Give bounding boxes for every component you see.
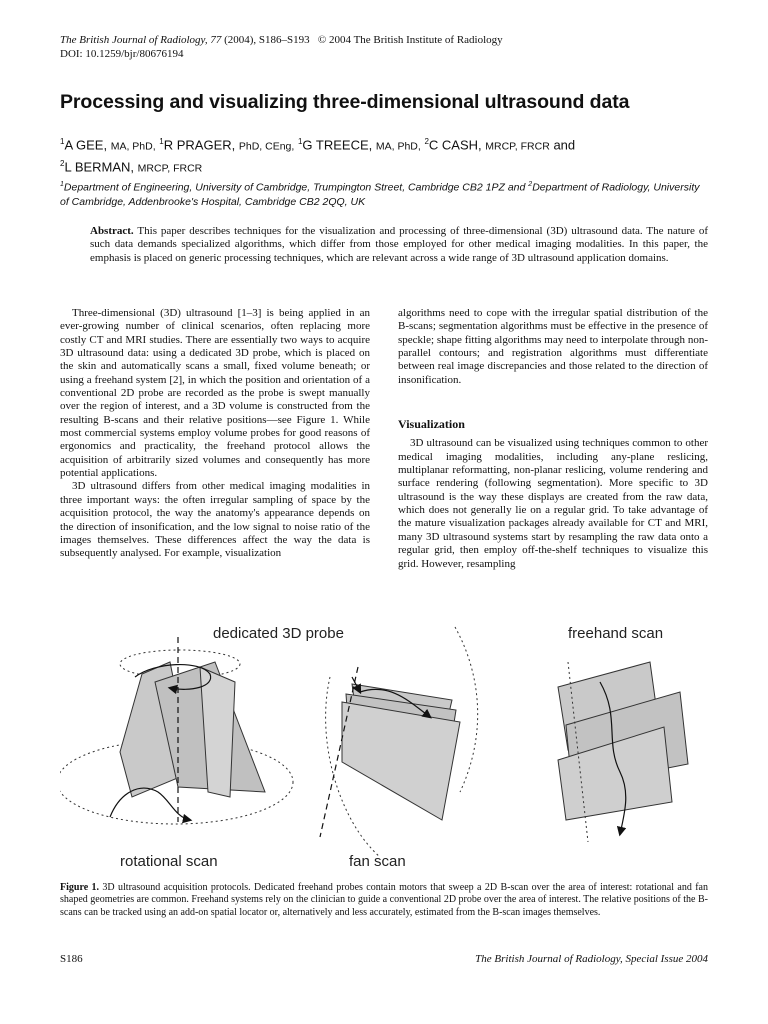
author-name: R PRAGER, xyxy=(163,137,236,153)
affiliation-sup: 2 xyxy=(528,181,533,188)
author-credentials: MRCP, FRCR xyxy=(485,140,550,153)
author-credentials: MA, PhD, xyxy=(375,140,421,153)
body-paragraph: 3D ultrasound can be visualized using techniques common to other medical imaging modalities, including any-plane reslicing, multiplanar reformatting, non-planar reslicing, volume rendering and surface rendering (following segmentation). More specific to 3D ultrasound is the way these displays are created from the raw data, which does not generally lie on a regular grid. To take advantage of the mature visualization packages already available for CT and MRI, many 3D ultrasound systems start by resampling the raw data onto a regular grid, then employ off-the-shelf techniques to visualize this grid. However, resampling xyxy=(398,437,708,570)
author-sup: 2 xyxy=(60,159,65,169)
paper-title: Processing and visualizing three-dimensional ultrasound data xyxy=(60,91,630,113)
figure-caption xyxy=(60,882,708,919)
affiliation-sup: 1 xyxy=(60,181,64,188)
rotational-scan-drawing xyxy=(60,637,293,824)
body-paragraph: 3D ultrasound differs from other medical imaging modalities in three important ways: the often irregular sampling of space by the acquisition protocol, the way the anatomy's appearance depends on the direction of insonification, and the low signal to noise ratio of the images themselves. These differences affect the way the data is subsequently analysed. For example, visualization xyxy=(60,480,370,560)
author-sup: 1 xyxy=(159,137,164,146)
abstract xyxy=(90,225,708,265)
copyright: © 2004 The British Institute of Radiology xyxy=(317,34,503,46)
journal-name: The British Journal of Radiology xyxy=(60,34,205,46)
label-fan-scan: fan scan xyxy=(349,853,406,870)
right-column xyxy=(398,307,708,571)
doi: DOI: 10.1259/bjr/80676194 xyxy=(60,48,184,60)
acquisition-diagram xyxy=(60,622,708,877)
journal-year-pages: (2004), S186–S193 xyxy=(224,34,310,46)
body-paragraph: Three-dimensional (3D) ultrasound [1–3] is being applied in an ever-growing number of clinical scenarios, often replacing more costly CT and MRI studies. There are essentially two ways to acquire 3D ultrasound data: using a dedicated 3D probe, which is placed on the skin and automatically scans a small, fixed volume beneath; or using a freehand system [2], in which the position and orientation of a conventional 2D probe are recorded as the probe is swept manually over the region of interest, and a 3D volume is constructed from the resulting B-scans and their relative positions—see Figure 1. While most commercial systems employ volume probes for good reasons of ergonomics and practicality, the freehand protocol allows the acquisition of arbitrarily sized volumes and consequently has more potential applications. xyxy=(60,307,370,480)
author-sup: 1 xyxy=(297,137,303,146)
author-name: G TREECE, xyxy=(302,137,373,153)
affiliation-radiology: Department of Radiology, University of Cambridge, Addenbrooke's Hospital, Cambridge CB2 2QQ, UK xyxy=(60,181,700,208)
author-list xyxy=(60,133,710,178)
fan-scan-drawing xyxy=(320,627,478,857)
caption-text: 3D ultrasound acquisition protocols. Dedicated freehand probes contain motors that sweep a 2D B-scan over the area of interest: rotational and fan shaped geometries are common. Freehand systems rely on the clinician to guide a conventional 2D probe over the area of interest. The relative positions of the B-scans can be tracked using an add-on spatial locator or, alternatively and less accurately, estimated from the B-scan images themselves. xyxy=(60,882,708,918)
author-name: A GEE, xyxy=(64,137,108,153)
caption-label: Figure 1. xyxy=(60,882,100,893)
abstract-label: Abstract. xyxy=(90,225,134,237)
journal-volume: 77 xyxy=(210,34,222,46)
label-rotational-scan: rotational scan xyxy=(120,853,218,870)
abstract-text: This paper describes techniques for the visualization and processing of three-dimensional (3D) ultrasound data. The nature of such data demands specialized algorithms, which differ from those employed for other medical imaging modalities. In this paper, the emphasis is placed on generic processing techniques, which are relevant across a wide range of 3D ultrasound application domains. xyxy=(90,225,708,264)
figure-1 xyxy=(60,622,708,877)
author-sup: 1 xyxy=(60,137,65,146)
footer-journal: The British Journal of Radiology, Special Issue 2004 xyxy=(475,953,708,965)
author-name: C CASH, xyxy=(428,137,482,153)
label-dedicated-probe: dedicated 3D probe xyxy=(213,625,344,642)
author-credentials: PhD, CEng, xyxy=(238,140,295,153)
author-name: L BERMAN, xyxy=(64,159,135,175)
author-credentials: MRCP, FRCR xyxy=(137,162,203,175)
author-credentials: MA, PhD, xyxy=(110,140,156,153)
author-sup: 2 xyxy=(424,137,429,146)
freehand-scan-drawing xyxy=(558,662,688,842)
left-column xyxy=(60,307,370,561)
page-number: S186 xyxy=(60,953,83,965)
section-heading: Visualization xyxy=(398,417,465,432)
body-paragraph: algorithms need to cope with the irregular spatial distribution of the B-scans; segmentation algorithms must be effective in the presence of speckle; shape fitting algorithms may need to interpolate through non-parallel contours; and registration algorithms must differentiate between real image discrepancies and those related to the direction of insonification. xyxy=(398,307,708,386)
affiliation xyxy=(60,178,710,209)
author-conjunction: and xyxy=(553,137,576,153)
affiliation-engineering: Department of Engineering, University of Cambridge, Trumpington Street, Cambridge CB2 1PZ and xyxy=(63,181,526,194)
label-freehand-scan: freehand scan xyxy=(568,625,664,642)
journal-header: The British Journal of Radiology, 77 (2004), S186–S193 © 2004 The British Institute of Radiology xyxy=(60,34,503,46)
